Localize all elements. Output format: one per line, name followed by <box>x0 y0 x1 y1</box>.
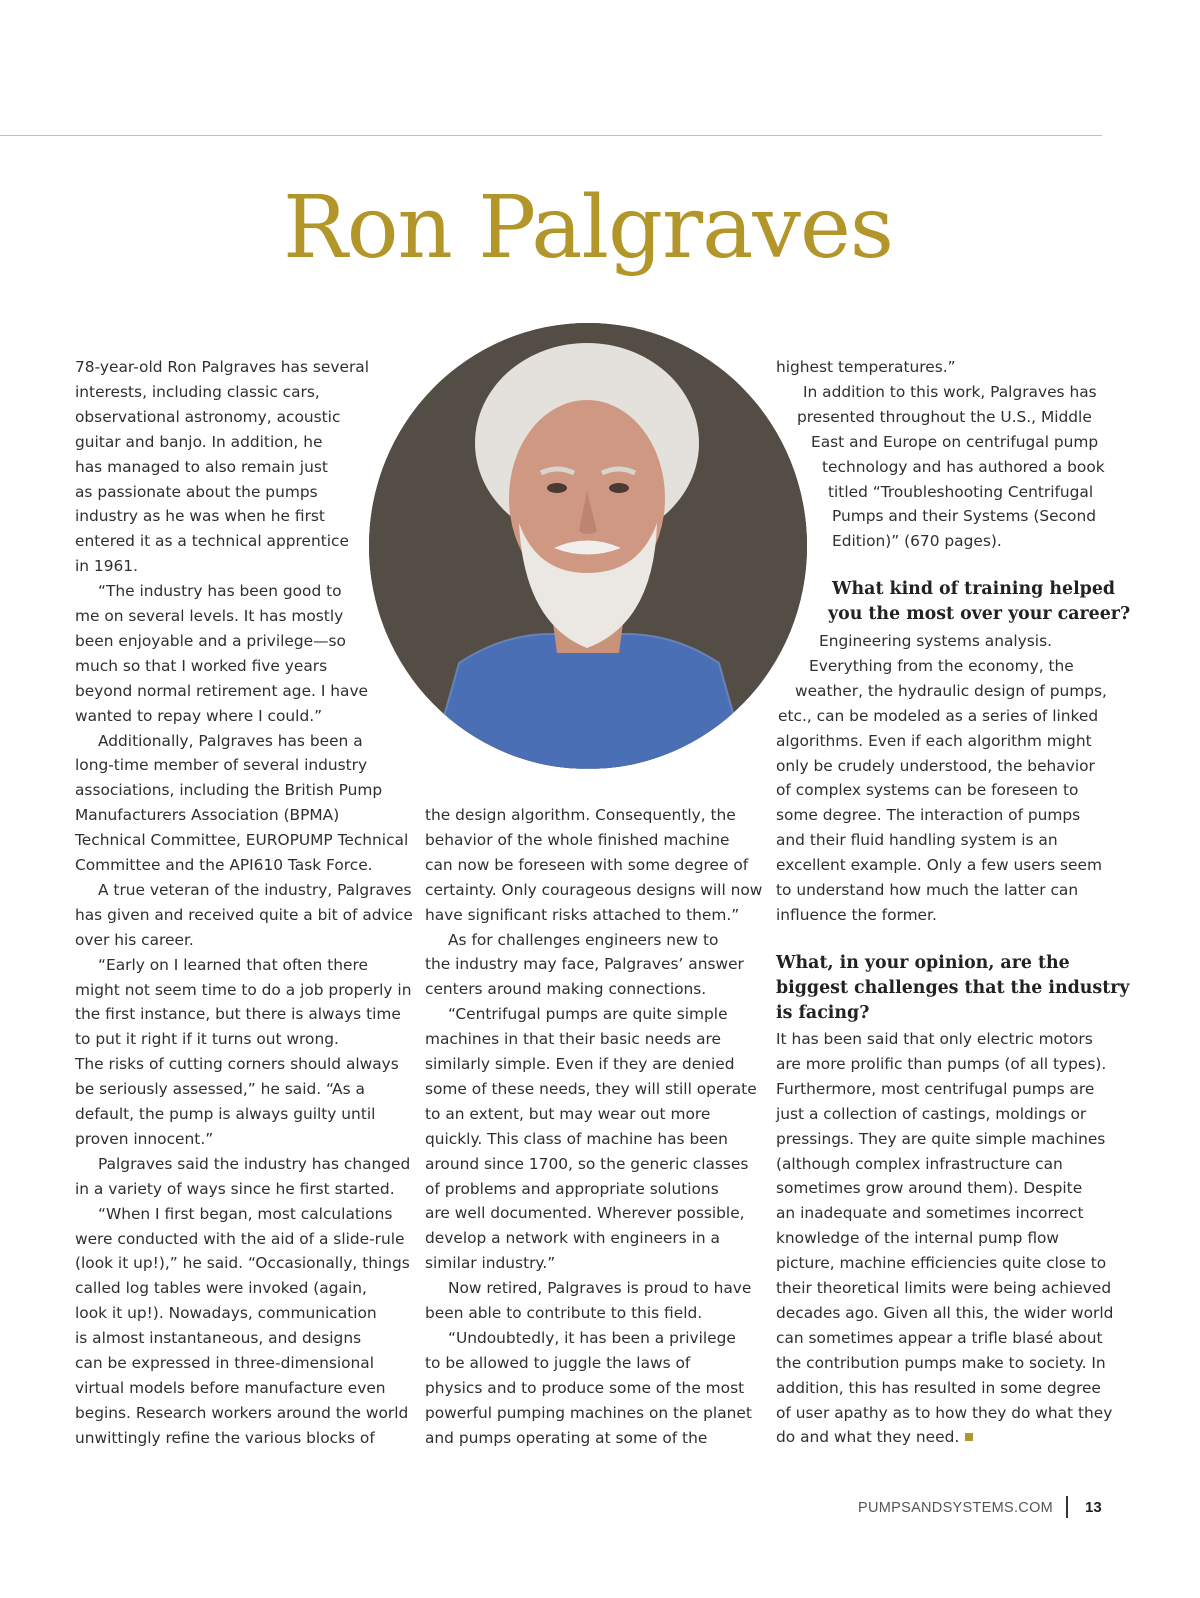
square-bullet-icon <box>965 1433 973 1441</box>
text-line: Engineering systems analysis. <box>819 632 1052 650</box>
text-line: Now retired, Palgraves is proud to have <box>448 1279 752 1298</box>
text-line: the first instance, but there is always time <box>75 1005 401 1024</box>
text-line: have significant risks attached to them.” <box>425 905 740 924</box>
header-rule <box>0 135 1102 136</box>
text-line: guitar and banjo. In addition, he <box>75 432 323 451</box>
text-line: can be expressed in three-dimensional <box>75 1354 374 1372</box>
text-line: the industry may face, Palgraves’ answer <box>425 955 744 974</box>
text-line: around since 1700, so the generic classes <box>425 1154 749 1173</box>
text-line: as passionate about the pumps <box>75 482 318 501</box>
text-line: The risks of cutting corners should always <box>75 1055 399 1074</box>
text-line: “The industry has been good to <box>98 582 342 601</box>
text-line: physics and to produce some of the most <box>425 1378 745 1397</box>
text-line: powerful pumping machines on the planet <box>425 1403 752 1422</box>
question-line: What kind of training helped <box>832 579 1116 599</box>
text-line: over his career. <box>75 930 194 949</box>
text-line: East and Europe on centrifugal pump <box>811 432 1099 451</box>
text-line: Committee and the API610 Task Force. <box>75 856 373 874</box>
article-title: Ron Palgraves <box>282 178 894 278</box>
question-line: you the most over your career? <box>828 604 1131 624</box>
text-line: just a collection of castings, moldings or <box>776 1104 1087 1123</box>
text-line: been enjoyable and a privilege—so <box>75 631 346 650</box>
text-line: in 1961. <box>75 557 138 576</box>
text-line: to put it right if it turns out wrong. <box>75 1030 339 1049</box>
text-line: technology and has authored a book <box>822 457 1105 476</box>
text-line: do and what they need. <box>776 1425 973 1450</box>
text-line: are more prolific than pumps (of all types). <box>776 1054 1107 1073</box>
text-line: has managed to also remain just <box>75 457 328 476</box>
page-number: 13 <box>1085 1499 1102 1516</box>
text-line: been able to contribute to this field. <box>425 1304 703 1322</box>
text-line: me on several levels. It has mostly <box>75 607 344 625</box>
text-line: to an extent, but may wear out more <box>425 1104 711 1123</box>
text-line: industry as he was when he first <box>75 507 325 526</box>
text-line: default, the pump is always guilty until <box>75 1105 376 1123</box>
text-line: beyond normal retirement age. I have <box>75 681 369 700</box>
text-line: entered it as a technical apprentice <box>75 532 349 551</box>
text-line: behavior of the whole finished machine <box>425 830 730 849</box>
text-line: their theoretical limits were being achieved <box>776 1279 1112 1297</box>
text-line: Edition)” (670 pages). <box>832 532 1002 551</box>
text-line: much so that I worked five years <box>75 656 328 675</box>
text-line: “When I first began, most calculations <box>98 1204 393 1223</box>
text-line: Palgraves said the industry has changed <box>98 1154 411 1173</box>
text-line: called log tables were invoked (again, <box>75 1279 367 1298</box>
text-line: were conducted with the aid of a slide-rule <box>75 1229 405 1248</box>
text-line: Manufacturers Association (BPMA) <box>75 806 340 825</box>
text-line: can sometimes appear a trifle blasé about <box>776 1328 1103 1347</box>
text-line: and their fluid handling system is an <box>776 831 1058 850</box>
text-line: titled “Troubleshooting Centrifugal <box>828 482 1094 501</box>
text-line: presented throughout the U.S., Middle <box>797 407 1092 426</box>
text-line: is almost instantaneous, and designs <box>75 1329 362 1348</box>
question-line: biggest challenges that the industry <box>776 978 1130 998</box>
text-line: machines in that their basic needs are <box>425 1030 721 1049</box>
text-line: A true veteran of the industry, Palgraves <box>98 880 412 899</box>
text-line: only be crudely understood, the behavior <box>776 756 1095 775</box>
text-line: “Early on I learned that often there <box>98 955 368 974</box>
text-line: might not seem time to do a job properly in <box>75 980 412 999</box>
text-line: of problems and appropriate solutions <box>425 1179 719 1198</box>
text-line: to be allowed to juggle the laws of <box>425 1353 691 1372</box>
text-line: Additionally, Palgraves has been a <box>98 731 363 750</box>
text-line: similarly simple. Even if they are denied <box>425 1055 735 1073</box>
question-line: is facing? <box>776 1003 870 1023</box>
text-line: Pumps and their Systems (Second <box>832 507 1096 526</box>
text-line: in a variety of ways since he first started. <box>75 1179 395 1198</box>
text-line: associations, including the British Pump <box>75 781 383 800</box>
text-line: unwittingly refine the various blocks of <box>75 1428 375 1447</box>
text-line: pressings. They are quite simple machines <box>776 1129 1106 1148</box>
text-line: decades ago. Given all this, the wider world <box>776 1303 1114 1322</box>
text-line: Everything from the economy, the <box>809 656 1074 675</box>
text-line: 78-year-old Ron Palgraves has several <box>75 358 369 376</box>
text-line: weather, the hydraulic design of pumps, <box>795 681 1107 700</box>
text-line: wanted to repay where I could.” <box>75 706 323 725</box>
text-line: to understand how much the latter can <box>776 881 1079 899</box>
text-line: can now be foreseen with some degree of <box>425 855 749 874</box>
text-line: are well documented. Wherever possible, <box>425 1204 745 1223</box>
text-line: Furthermore, most centrifugal pumps are <box>776 1079 1095 1098</box>
text-line: be seriously assessed,” he said. “As a <box>75 1080 365 1099</box>
text-line: knowledge of the internal pump flow <box>776 1229 1060 1248</box>
portrait-photo <box>369 323 807 769</box>
text-line: proven innocent.” <box>75 1129 214 1148</box>
text-line: an inadequate and sometimes incorrect <box>776 1204 1084 1223</box>
text-line: interests, including classic cars, <box>75 382 320 401</box>
text-line: influence the former. <box>776 905 937 924</box>
text-line: addition, this has resulted in some degree <box>776 1378 1101 1397</box>
text-line: and pumps operating at some of the <box>425 1428 708 1447</box>
text-line: has given and received quite a bit of advice <box>75 905 413 924</box>
text-line: develop a network with engineers in a <box>425 1229 720 1248</box>
text-line: the contribution pumps make to society. In <box>776 1353 1106 1372</box>
text-line: algorithms. Even if each algorithm might <box>776 731 1092 750</box>
text-line: It has been said that only electric motors <box>776 1030 1093 1048</box>
text-line: quickly. This class of machine has been <box>425 1129 728 1148</box>
text-line: observational astronomy, acoustic <box>75 407 341 426</box>
text-line: centers around making connections. <box>425 980 707 999</box>
text-line: of user apathy as to how they do what they <box>776 1403 1113 1422</box>
text-line: begins. Research workers around the world <box>75 1403 409 1422</box>
text-line: etc., can be modeled as a series of linked <box>778 706 1099 725</box>
footer-divider <box>1066 1496 1068 1518</box>
text-line: excellent example. Only a few users seem <box>776 856 1102 875</box>
text-line: some degree. The interaction of pumps <box>776 806 1081 825</box>
text-line: certainty. Only courageous designs will now <box>425 880 763 899</box>
text-line: sometimes grow around them). Despite <box>776 1179 1083 1198</box>
text-line: (although complex infrastructure can <box>776 1154 1063 1173</box>
text-line: highest temperatures.” <box>776 358 956 376</box>
question-line: What, in your opinion, are the <box>776 953 1070 973</box>
text-line: of complex systems can be foreseen to <box>776 781 1079 800</box>
text-line: look it up!). Nowadays, communication <box>75 1304 377 1323</box>
text-line: “Centrifugal pumps are quite simple <box>448 1005 728 1024</box>
text-line: the design algorithm. Consequently, the <box>425 806 736 824</box>
text-line: similar industry.” <box>425 1254 556 1273</box>
text-line: (look it up!),” he said. “Occasionally, things <box>75 1254 410 1273</box>
text-line: As for challenges engineers new to <box>448 930 719 949</box>
text-line: In addition to this work, Palgraves has <box>803 382 1097 401</box>
text-line: long-time member of several industry <box>75 756 368 775</box>
text-line: virtual models before manufacture even <box>75 1378 386 1397</box>
text-line: some of these needs, they will still operate <box>425 1079 757 1098</box>
text-line: picture, machine efficiencies quite close to <box>776 1254 1107 1273</box>
text-line: Technical Committee, EUROPUMP Technical <box>75 831 409 850</box>
footer-site-name: PUMPSANDSYSTEMS.COM <box>858 1500 1054 1516</box>
text-line: “Undoubtedly, it has been a privilege <box>448 1328 736 1347</box>
